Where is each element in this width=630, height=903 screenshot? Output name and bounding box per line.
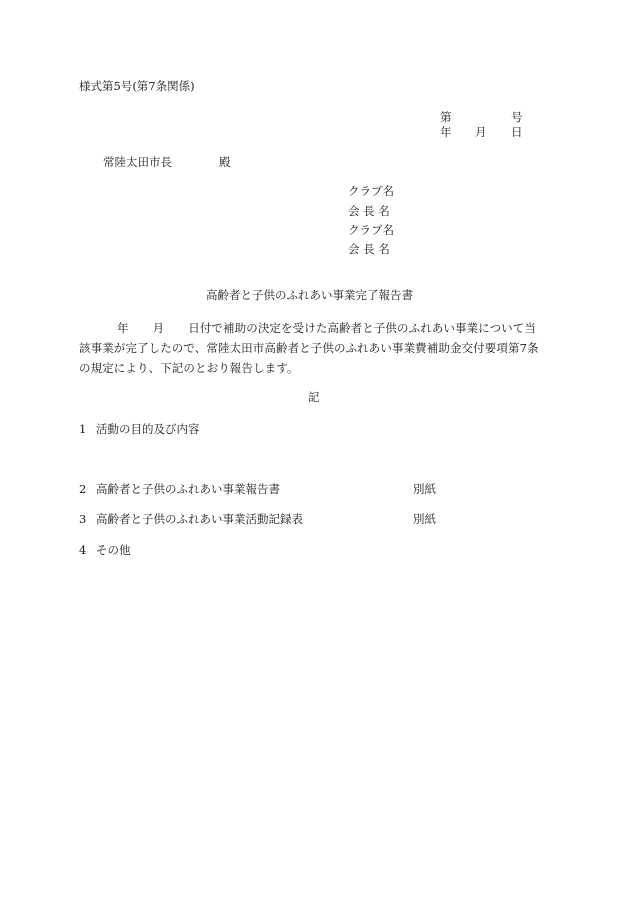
- body-line-2: 該事業が完了したので、常陸太田市高齢者と子供のふれあい事業費補助金交付要項第7条: [79, 341, 539, 355]
- item-note: 別紙: [413, 482, 436, 496]
- body-date-month: 月: [152, 321, 165, 335]
- president-name-label: 会 長 名: [348, 204, 390, 218]
- item-note: 別紙: [413, 512, 436, 526]
- form-label: 様式第5号(第7条関係): [79, 79, 195, 93]
- ki-heading: 記: [308, 390, 320, 404]
- club-name-label: クラブ名: [348, 223, 394, 237]
- club-name-label: クラブ名: [348, 184, 394, 198]
- item-text: 活動の目的及び内容: [96, 422, 200, 436]
- item-text: 高齢者と子供のふれあい事業報告書: [96, 482, 280, 496]
- item-text: 高齢者と子供のふれあい事業活動記録表: [96, 512, 303, 526]
- doc-number-prefix: 第: [440, 110, 452, 124]
- item-number: 4: [79, 543, 87, 557]
- report-body: [79, 318, 549, 378]
- item-number: 3: [79, 512, 87, 526]
- date-day-label: 日: [511, 125, 523, 139]
- document-title: 高齢者と子供のふれあい事業完了報告書: [206, 288, 413, 302]
- date-year-label: 年: [440, 125, 452, 139]
- item-number: 2: [79, 482, 87, 496]
- item-number: 1: [79, 422, 87, 436]
- body-line-3: の規定により、下記のとおり報告します。: [79, 361, 299, 375]
- body-date-year: 年: [117, 321, 129, 335]
- body-line-1: 日付で補助の決定を受けた高齢者と子供のふれあい事業について当: [188, 321, 536, 335]
- doc-number-suffix: 号: [511, 110, 523, 124]
- addressee-name: 常陸太田市長: [103, 155, 172, 169]
- president-name-label: 会 長 名: [348, 242, 390, 256]
- date-month-label: 月: [475, 125, 487, 139]
- addressee-honorific: 殿: [219, 155, 231, 169]
- item-text: その他: [96, 543, 131, 557]
